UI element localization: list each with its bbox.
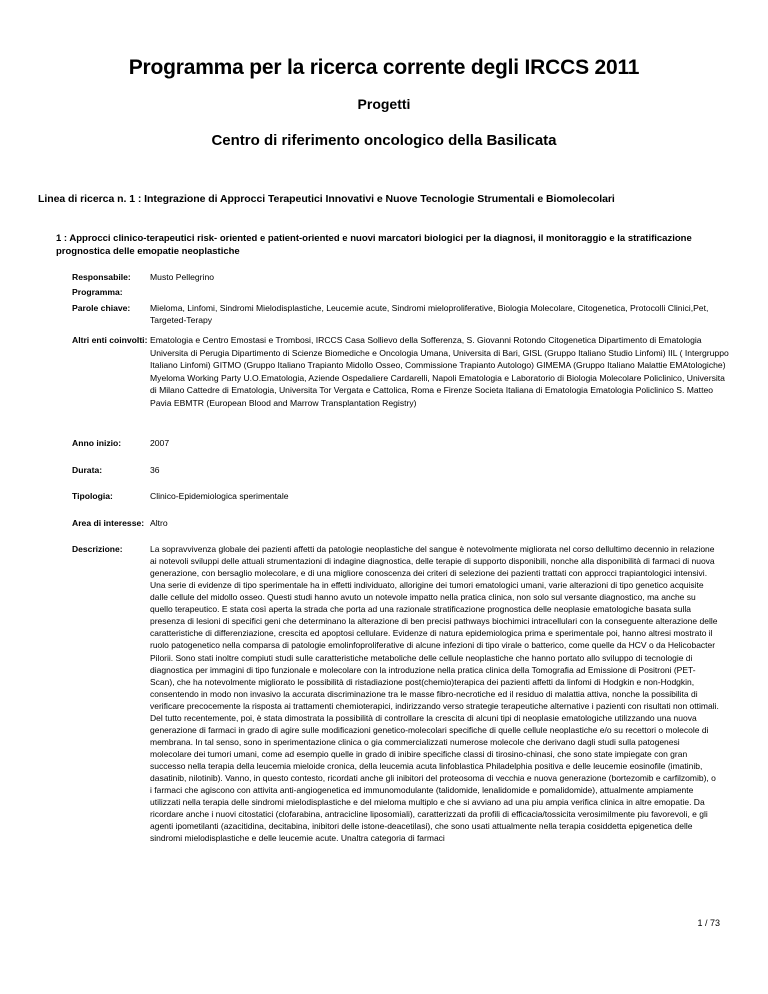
field-value-descrizione: [148, 543, 730, 845]
field-label-tipologia: Tipologia:: [72, 491, 113, 502]
field-value-anno-inizio: 2007: [150, 438, 170, 449]
field-label-durata: Durata:: [72, 464, 103, 475]
project-title: 1 : Approcci clinico-terapeutici risk- oriented e patient-oriented e nuovi marcatori biologici per la diagnosi, il monitoraggio e la stratificazione prognostica delle emopatie neoplastiche: [56, 233, 692, 257]
page-title: Programma per la ricerca corrente degli IRCCS 2011: [128, 56, 640, 79]
field-value-altri-enti: Ematologia e Centro Emostasi e Trombosi, IRCCS Casa Sollievo della Sofferenza, S. Giovanni Rotondo Citogenetica Dipartimento di Ematologia Universita di Perugia Dipartimento di Scienze Biomediche e Oncologia Umana, Universita di Bari, GISL (Gruppo Italiano Studio Linfomi) IIL ( Intergruppo Italiano Linfomi) GITMO (Gruppo Italiano Trapianto Midollo Osseo, Commissione Trapianto Autologo) GIMEMA (Gruppo Italiano Malattie EMAtologiche) Myeloma Working Party U.O.Ematologia, Aziende Ospedaliere Cardarelli, Napoli Ematologia e Laboratorio di Biologia Molecolare Policlinico, Universita di Milano Cattedre di Ematologia, Universita Tor Vergata e Cattolica, Roma e Firenze Societa Italiana di Ematologia Ematologia Policlinico S. Matteo Pavia EBMTR (European Blood and Marrow Transplantation Registry): [150, 335, 729, 408]
field-label-programma: Programma:: [72, 287, 123, 298]
description-paragraph-1: La sopravvivenza globale dei pazienti affetti da patologie neoplastiche del sangue è notevolmente migliorata nel corso dellultimo decennio in relazione ai notevoli sviluppi delle attuali strumentazioni di indagine diagnostica, delle terapie di supporto disponibili, nonche alla disponibilità di farmaci di nuova generazione, con bersaglio molecolare, e di una migliore conoscenza dei criteri di selezione dei pazienti trattati con approcci trapiantologici intensivi.: [150, 543, 715, 579]
field-label-anno-inizio: Anno inizio:: [72, 438, 122, 449]
page-number: 1 / 73: [697, 918, 720, 928]
field-value-tipologia: Clinico-Epidemiologica sperimentale: [150, 491, 289, 502]
field-label-responsabile: Responsabile:: [72, 271, 131, 282]
page-subtitle: Progetti: [357, 96, 411, 112]
field-label-descrizione: Descrizione:: [72, 543, 123, 554]
field-value-area-interesse: Altro: [150, 517, 168, 528]
field-parole-chiave: [72, 302, 730, 327]
research-line-heading: Linea di ricerca n. 1 : Integrazione di Approcci Terapeutici Innovativi e Nuove Tecnologie Strumentali e Biomolecolari: [38, 193, 615, 205]
field-descrizione: [72, 543, 730, 845]
field-programma: [72, 286, 730, 298]
field-value-parole-chiave: Mieloma, Linfomi, Sindromi Mielodisplastiche, Leucemie acute, Sindromi mieloproliferative, Biologia Molecolare, Citogenetica, Protocolli Clinici,Pet, Targeted-Terapy: [150, 302, 709, 325]
field-label-parole-chiave: Parole chiave:: [72, 302, 131, 313]
field-durata: [72, 464, 730, 476]
field-altri-enti: [72, 334, 730, 409]
description-paragraph-2: Una serie di evidenze di tipo sperimentale ha in effetti individuato, allorigine dei tumori ematologici umani, varie alterazioni di tipo genetico acquisite dalle cellule del midollo osseo. Questi studi hanno avuto un notevole impatto nella pratica clinica, non solo sul versante diagnostico, ma anche su quello terapeutico. E stata così aperta la strada che porta ad una razionale stratificazione prognostica delle neoplasie ematologiche basata sulla presenza di lesioni di specifici geni che determinano la alterazione di ben precisi pathways biochimici intracellulari con la conseguente alterazione delle caratteristiche di differenziazione, crescita ed apoptosi cellulare. Evidenze di natura epidemiologica prima e sperimentale poi, hanno altresi mostrato il ruolo patogenetico nella comparsa di patologie emolinfoproliferative di alcune infezioni di tipo virale o batterico, come quelle da HCV o da Helicobacter Pilorii. Sono stati inoltre compiuti studi sulle caratteristiche metaboliche delle cellule neoplastiche che hanno portato allo sviluppo di tecnologie di diagnostica per immagini di tipo funzionale e molecolare con la introduzione nella pratica clinica della Tomografia ad Emissione di Positroni (PET-Scan), che ha notevolmente migliorato le possibilità di ristadiazione post(chemio)terapica dei pazienti affetti da linfomi di Hodgkin e non-Hodgkin, consentendo in modo non invasivo la accurata discriminazione tra le masse fibro-necrotiche ed il residuo di malattia attiva, nonche la possibilita di verificare precocemente la risposta ai trattamenti chemioterapici, indirizzando verso strategie terapeutiche alternative i pazienti con risultati non ottimali. Del tutto recentemente, poi, è stata dimostrata la possibilità di controllare la crescita di alcuni tipi di neoplasie ematologiche utilizzando una nuova generazione di farmaci in grado di agire sulle modificazioni genetico-molecolari specifiche di quelle cellule neoplastiche e/o su recettori o molecole di membrana. In tal senso, sono in sperimentazione clinica o gia commercializzati numerose molecole che derivano dagli studi sulla patogenesi molecolare dei tumori umani, come ad esempio quelle in grado di inibire specifiche classi di tirosino-chinasi, che sono state impiegate con gran successo nella terapia della leucemia mieloide cronica, della leucemia acuta linfoblastica Philadelphia positiva e delle leucemie eosinofile (imatinib, dasatinib, nilotinib). Vanno, in questo contesto, ricordati anche gli inibitori del proteosoma di vecchia e nuova generazione (bortezomib e carfilzomib), o i farmaci che agiscono con attivita anti-angiogenetica ed immunomodulante (talidomide, lenalidomide e pomalidomide), attualmente ampiamente utilizzati nella terapia delle sindromi mielodisplastiche e del mieloma multiplo e che si avviano ad una piu ampia verifica clinica in altre emopatie. Da ricordare anche i nuovi citostatici (clofarabina, antracicline liposomiali), caratterizzati da profili di efficacia/tossicita verosimilmente piu favorevoli, e gli agenti ipometilanti (azacitidina, decitabina, inibitori delle istone-deacetilasi), che sono usati attualmente nella terapia cosiddetta epigenetica delle sindromi mielodisplastiche e delle leucemie acute. Unaltra categoria di farmaci: [150, 580, 719, 844]
field-responsabile: [72, 271, 730, 283]
project-fields: [38, 259, 730, 845]
field-value-durata: 36: [150, 464, 160, 475]
field-label-altri-enti: Altri enti coinvolti:: [72, 335, 148, 346]
field-area-interesse: [72, 517, 730, 529]
field-anno-inizio: [72, 437, 730, 449]
field-value-responsabile: Musto Pellegrino: [150, 271, 215, 282]
field-spacer: [72, 423, 730, 437]
section-title: Centro di riferimento oncologico della Basilicata: [211, 132, 557, 149]
field-tipologia: [72, 490, 730, 502]
field-label-area-interesse: Area di interesse:: [72, 517, 145, 528]
